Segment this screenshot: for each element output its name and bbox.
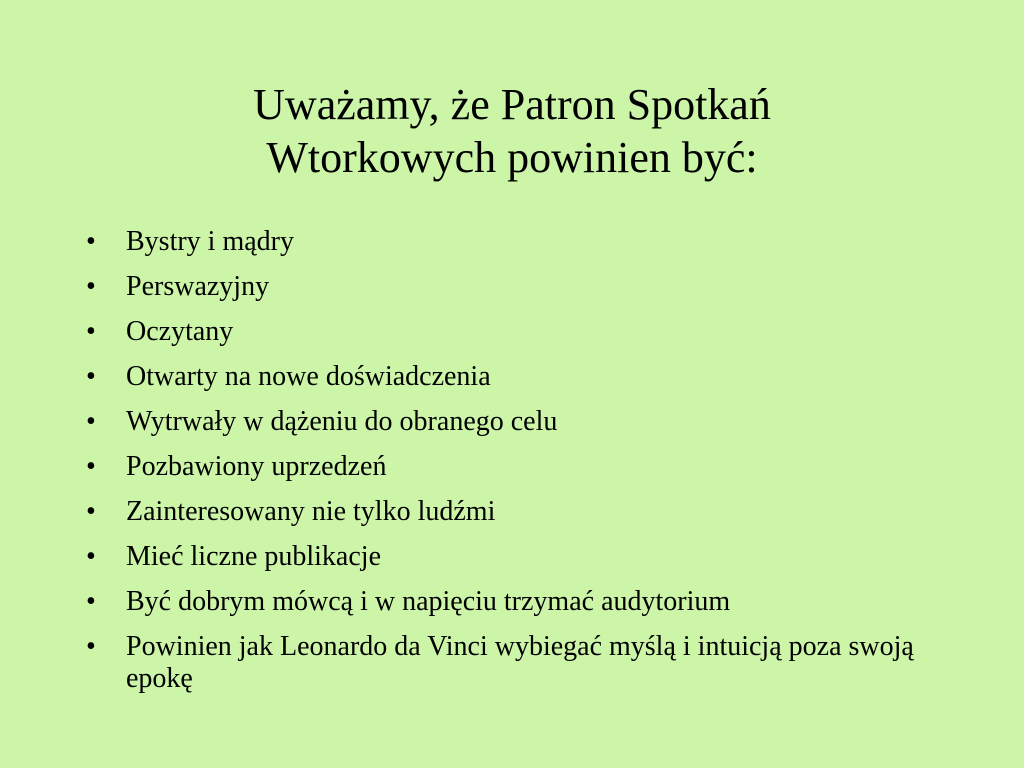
bullet-text: Oczytany bbox=[126, 316, 234, 347]
bullet-text: Mieć liczne publikacje bbox=[126, 541, 381, 572]
bullet-icon: • bbox=[86, 226, 96, 257]
bullet-icon: • bbox=[86, 406, 96, 437]
bullet-text: Perswazyjny bbox=[126, 271, 270, 302]
bullet-text: Zainteresowany nie tylko ludźmi bbox=[126, 496, 496, 527]
bullet-item bbox=[86, 451, 966, 483]
title-line-2: Wtorkowych powinien być: bbox=[266, 133, 758, 182]
bullet-icon: • bbox=[86, 361, 96, 392]
bullet-item bbox=[86, 541, 966, 573]
title-line-1: Uważamy, że Patron Spotkań bbox=[253, 80, 771, 129]
bullet-text: Pozbawiony uprzedzeń bbox=[126, 451, 387, 482]
bullet-text: Być dobrym mówcą i w napięciu trzymać audytorium bbox=[126, 586, 731, 617]
bullet-item bbox=[86, 406, 966, 438]
bullet-item bbox=[86, 361, 966, 393]
bullet-item bbox=[86, 271, 966, 303]
bullet-icon: • bbox=[86, 541, 96, 572]
bullet-icon: • bbox=[86, 586, 96, 617]
bullet-text: Powinien jak Leonardo da Vinci wybiegać myślą i intuicją poza swoją epokę bbox=[126, 631, 914, 694]
bullet-list bbox=[86, 226, 966, 708]
bullet-icon: • bbox=[86, 496, 96, 527]
bullet-icon: • bbox=[86, 316, 96, 347]
bullet-item bbox=[86, 226, 966, 258]
bullet-icon: • bbox=[86, 631, 96, 662]
bullet-item bbox=[86, 631, 966, 695]
bullet-text: Bystry i mądry bbox=[126, 226, 294, 257]
bullet-text: Otwarty na nowe doświadczenia bbox=[126, 361, 491, 392]
bullet-icon: • bbox=[86, 271, 96, 302]
slide-title bbox=[112, 78, 912, 184]
bullet-item bbox=[86, 496, 966, 528]
bullet-text: Wytrwały w dążeniu do obranego celu bbox=[126, 406, 558, 437]
bullet-icon: • bbox=[86, 451, 96, 482]
bullet-item bbox=[86, 586, 966, 618]
bullet-item bbox=[86, 316, 966, 348]
